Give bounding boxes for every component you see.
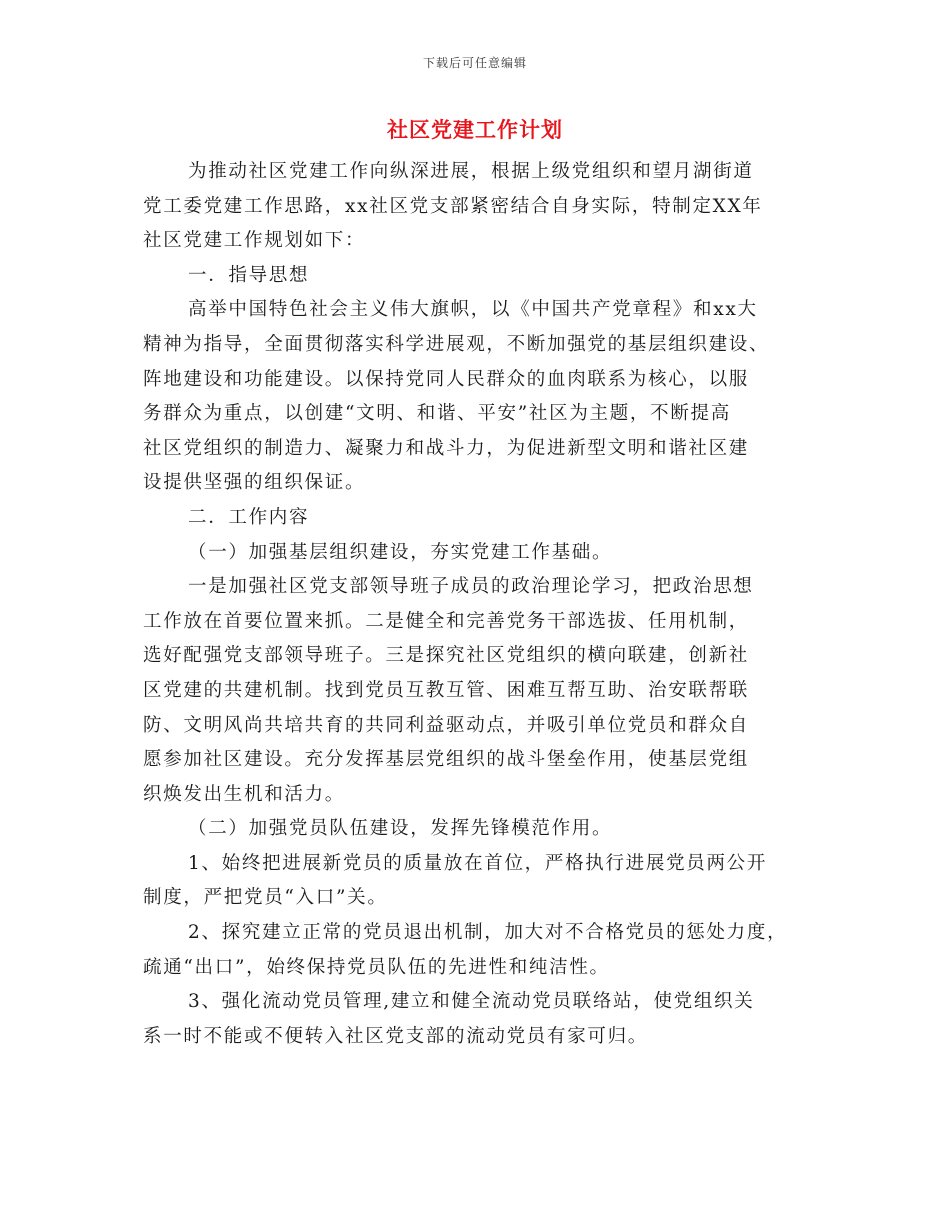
document-body bbox=[143, 155, 813, 1054]
page-header: 下载后可任意编辑 bbox=[422, 56, 527, 70]
text-line: 区党建的共建机制。找到党员互教互管、困难互帮互助、治安联帮联 bbox=[143, 679, 750, 701]
text-line: 制度，严把党员“入口”关。 bbox=[143, 887, 388, 909]
text-line: 精神为指导，全面贯彻落实科学进展观，不断加强党的基层组织建设、 bbox=[143, 333, 770, 355]
text-line: 务群众为重点，以创建“文明、和谐、平安”社区为主题，不断提高 bbox=[143, 403, 731, 425]
text-line: 系一时不能或不便转入社区党支部的流动党员有家可归。 bbox=[143, 1025, 649, 1047]
text-line: （一）加强基层组织建设，夯实党建工作基础。 bbox=[188, 541, 613, 563]
text-line: 社区党建工作规划如下： bbox=[143, 230, 366, 252]
text-line: 党工委党建工作思路，xx社区党支部紧密结合自身实际，特制定XX年 bbox=[143, 195, 763, 217]
text-line: 3、强化流动党员管理,建立和健全流动党员联络站，使党组织关 bbox=[188, 991, 755, 1013]
text-line: （二）加强党员队伍建设，发挥先锋模范作用。 bbox=[188, 818, 613, 840]
text-line: 1、始终把进展新党员的质量放在首位，严格执行进展党员两公开 bbox=[188, 852, 768, 874]
text-line: 社区党组织的制造力、凝聚力和战斗力，为促进新型文明和谐社区建 bbox=[143, 437, 750, 459]
text-line: 高举中国特色社会主义伟大旗帜，以《中国共产党章程》和xx大 bbox=[188, 299, 758, 321]
text-line: 为推动社区党建工作向纵深进展，根据上级党组织和望月湖街道 bbox=[188, 161, 754, 182]
text-line: 阵地建设和功能建设。以保持党同人民群众的血肉联系为核心，以服 bbox=[143, 368, 750, 390]
text-line: 疏通“出口”，始终保持党员队伍的先进性和纯洁性。 bbox=[143, 956, 610, 978]
text-line: 一是加强社区党支部领导班子成员的政治理论学习，把政治思想 bbox=[188, 576, 754, 598]
document-title: 社区党建工作计划 bbox=[387, 117, 563, 142]
text-line: 愿参加社区建设。充分发挥基层党组织的战斗堡垒作用，使基层党组 bbox=[143, 749, 750, 771]
text-line: 二．工作内容 bbox=[188, 506, 310, 528]
text-line: 一．指导思想 bbox=[188, 264, 310, 286]
text-line: 工作放在首要位置来抓。二是健全和完善党务干部选拔、任用机制， bbox=[143, 610, 750, 632]
text-line: 2、探究建立正常的党员退出机制，加大对不合格党员的惩处力度， bbox=[188, 922, 788, 944]
text-line: 设提供坚强的组织保证。 bbox=[143, 472, 366, 494]
text-line: 防、文明风尚共培共育的共同利益驱动点，并吸引单位党员和群众自 bbox=[143, 714, 750, 736]
text-line: 织焕发出生机和活力。 bbox=[143, 783, 346, 805]
text-line: 选好配强党支部领导班子。三是探究社区党组织的横向联建，创新社 bbox=[143, 645, 750, 667]
